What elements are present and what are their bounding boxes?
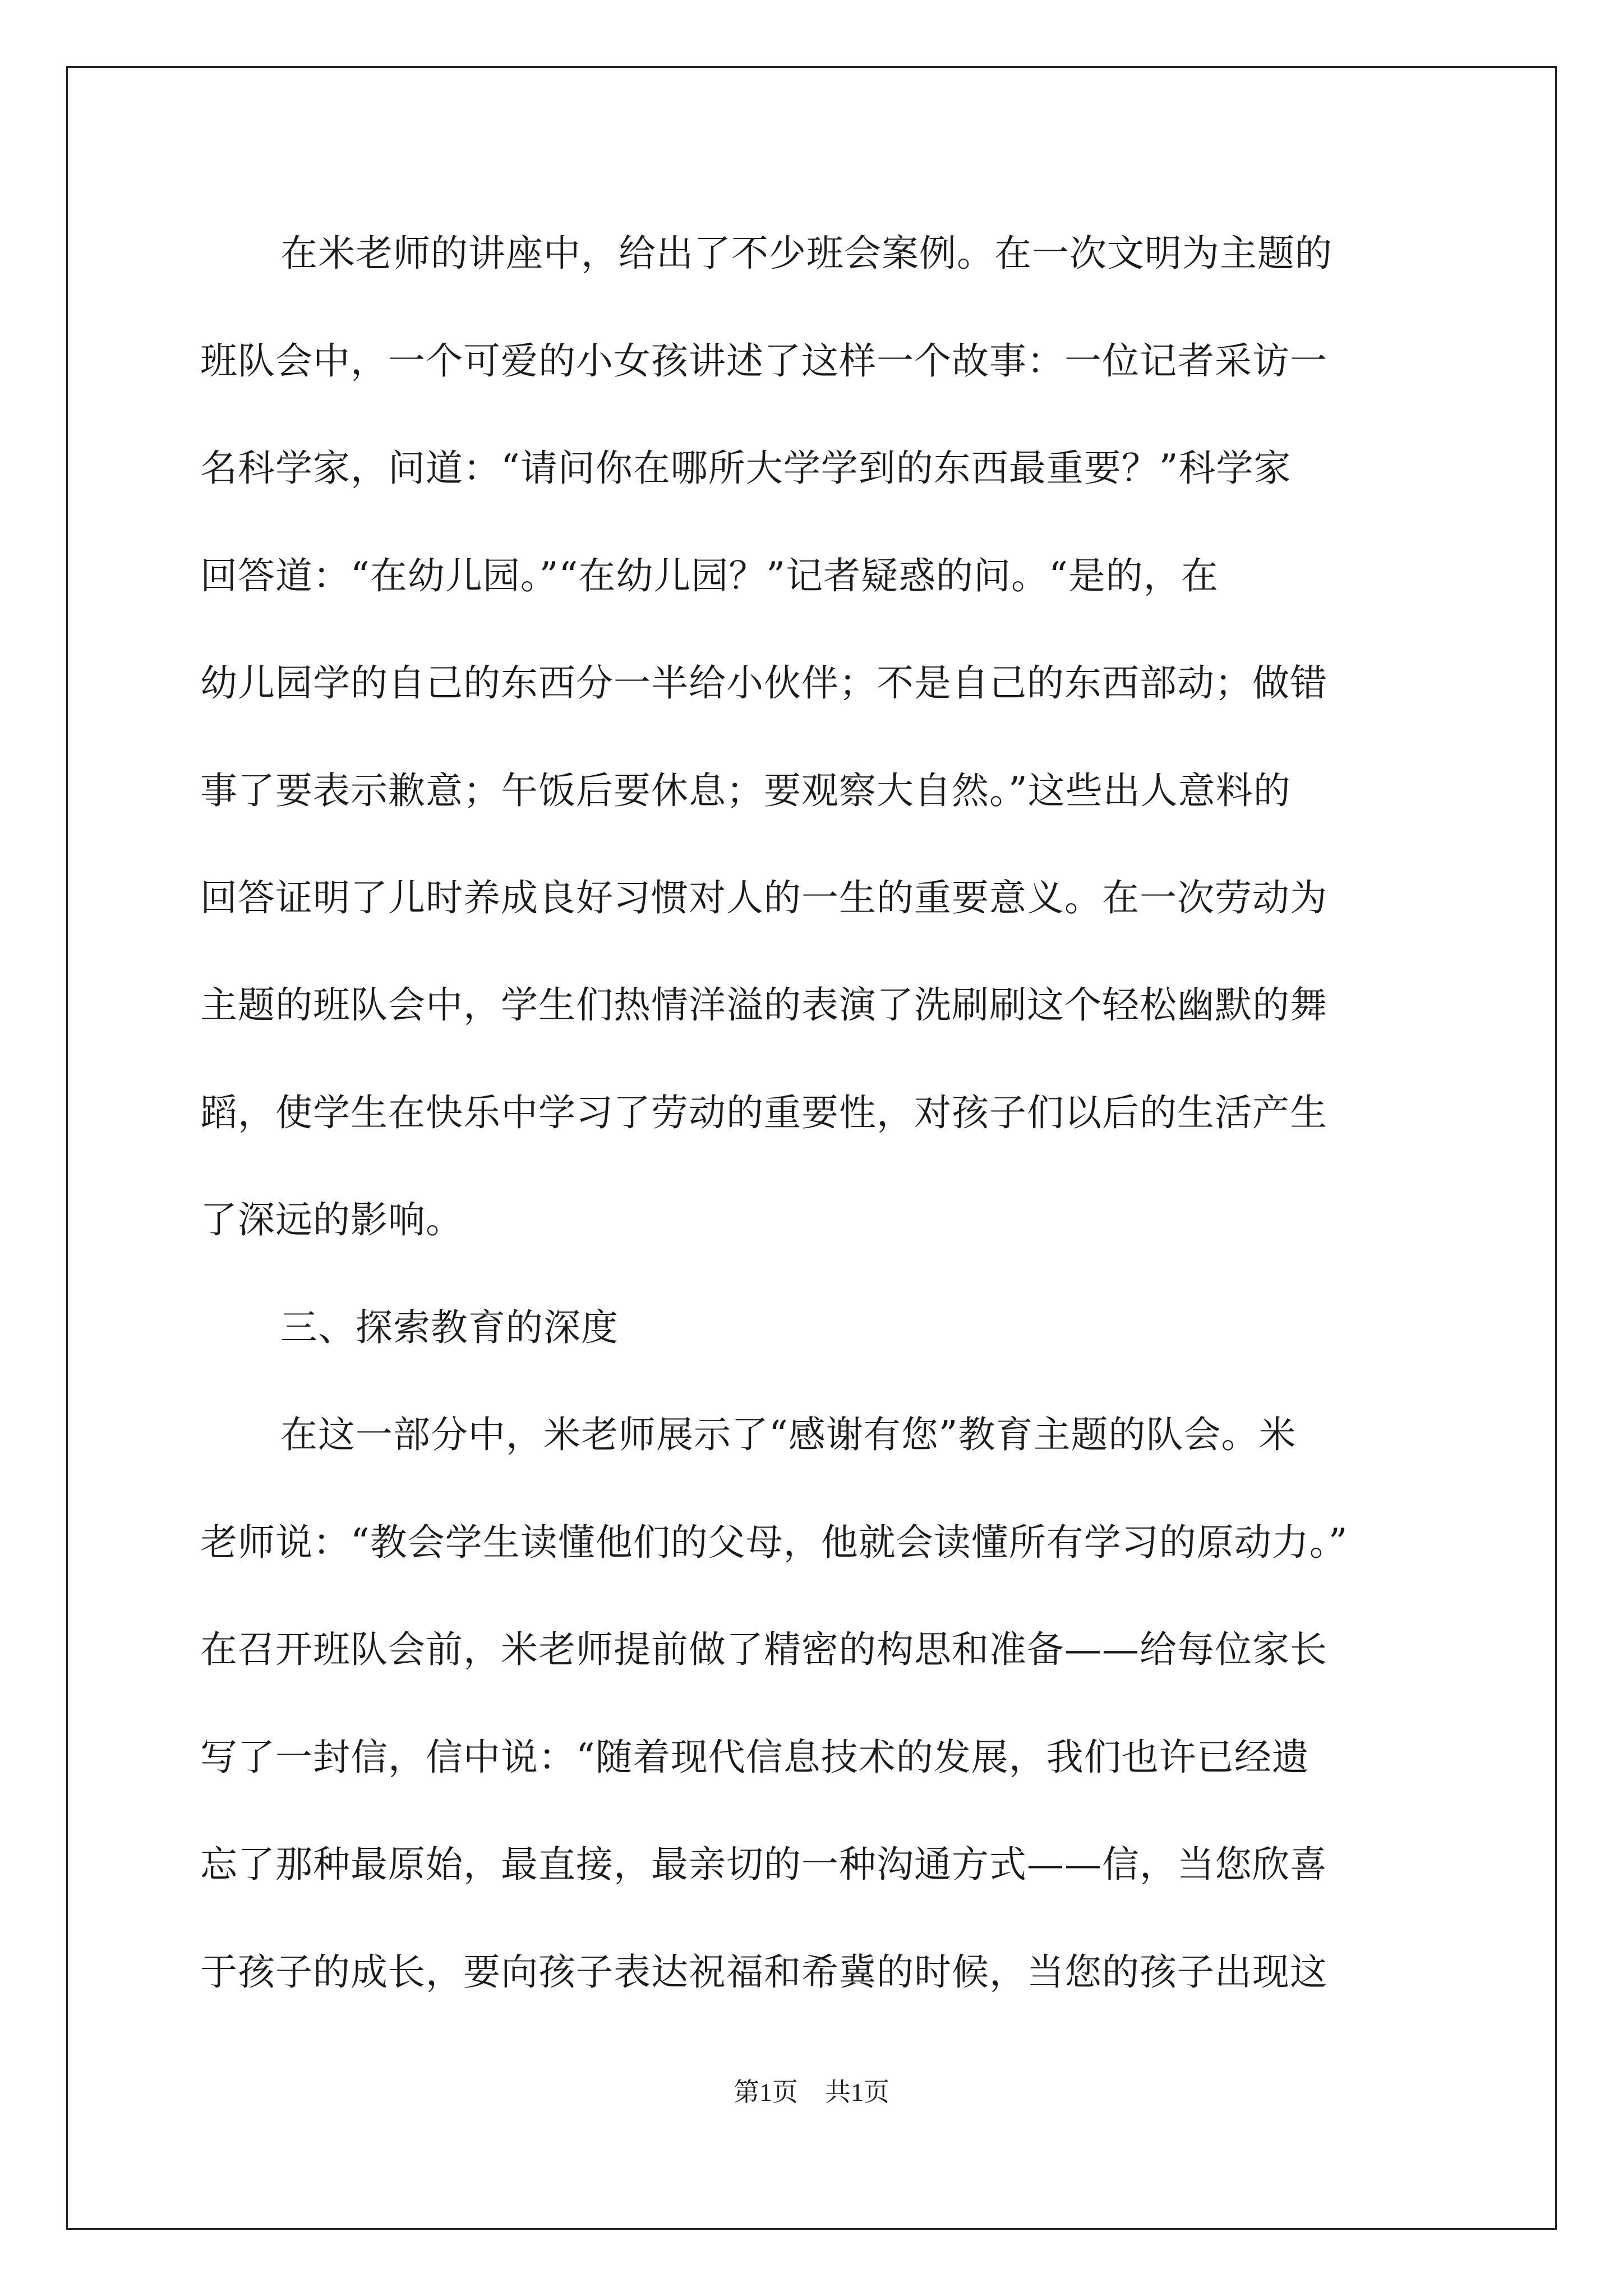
text-line-13: 老师说：“教会学生读懂他们的父母，他就会读懂所有学习的原动力。”	[200, 1521, 1348, 1564]
text-line-16: 忘了那种最原始，最直接，最亲切的一种沟通方式——信，当您欣喜	[200, 1843, 1327, 1886]
page-border	[66, 66, 1557, 2230]
text-line-17: 于孩子的成长，要向孩子表达祝福和希冀的时候，当您的孩子出现这	[200, 1950, 1327, 1994]
page-number: 第1页	[734, 2078, 798, 2106]
text-line-15: 写了一封信，信中说：“随着现代信息技术的发展，我们也许已经遗	[200, 1736, 1310, 1779]
text-line-14: 在召开班队会前，米老师提前做了精密的构思和准备——给每位家长	[200, 1628, 1327, 1671]
text-line-12: 在这一部分中，米老师展示了“感谢有您”教育主题的队会。米	[280, 1413, 1297, 1456]
text-line-9: 蹈，使学生在快乐中学习了劳动的重要性，对孩子们以后的生活产生	[200, 1091, 1327, 1134]
text-line-2: 班队会中，一个可爱的小女孩讲述了这样一个故事：一位记者采访一	[200, 339, 1327, 383]
text-line-10: 了深远的影响。	[200, 1198, 463, 1241]
page-total: 共1页	[825, 2078, 889, 2106]
section-heading: 三、探索教育的深度	[280, 1306, 619, 1349]
text-line-6: 事了要表示歉意；午饭后要休息；要观察大自然。”这些出人意料的	[200, 769, 1291, 812]
text-line-4: 回答道：“在幼儿园。”“在幼儿园？”记者疑惑的问。“是的，在	[200, 554, 1219, 597]
text-line-8: 主题的班队会中，学生们热情洋溢的表演了洗刷刷这个轻松幽默的舞	[200, 983, 1327, 1027]
page-footer	[0, 2076, 1623, 2109]
text-line-5: 幼儿园学的自己的东西分一半给小伙伴；不是自己的东西部动；做错	[200, 661, 1327, 705]
text-line-7: 回答证明了儿时养成良好习惯对人的一生的重要意义。在一次劳动为	[200, 876, 1327, 919]
text-line-3: 名科学家，问道：“请问你在哪所大学学到的东西最重要？”科学家	[200, 447, 1292, 490]
text-line-1: 在米老师的讲座中，给出了不少班会案例。在一次文明为主题的	[280, 232, 1332, 275]
